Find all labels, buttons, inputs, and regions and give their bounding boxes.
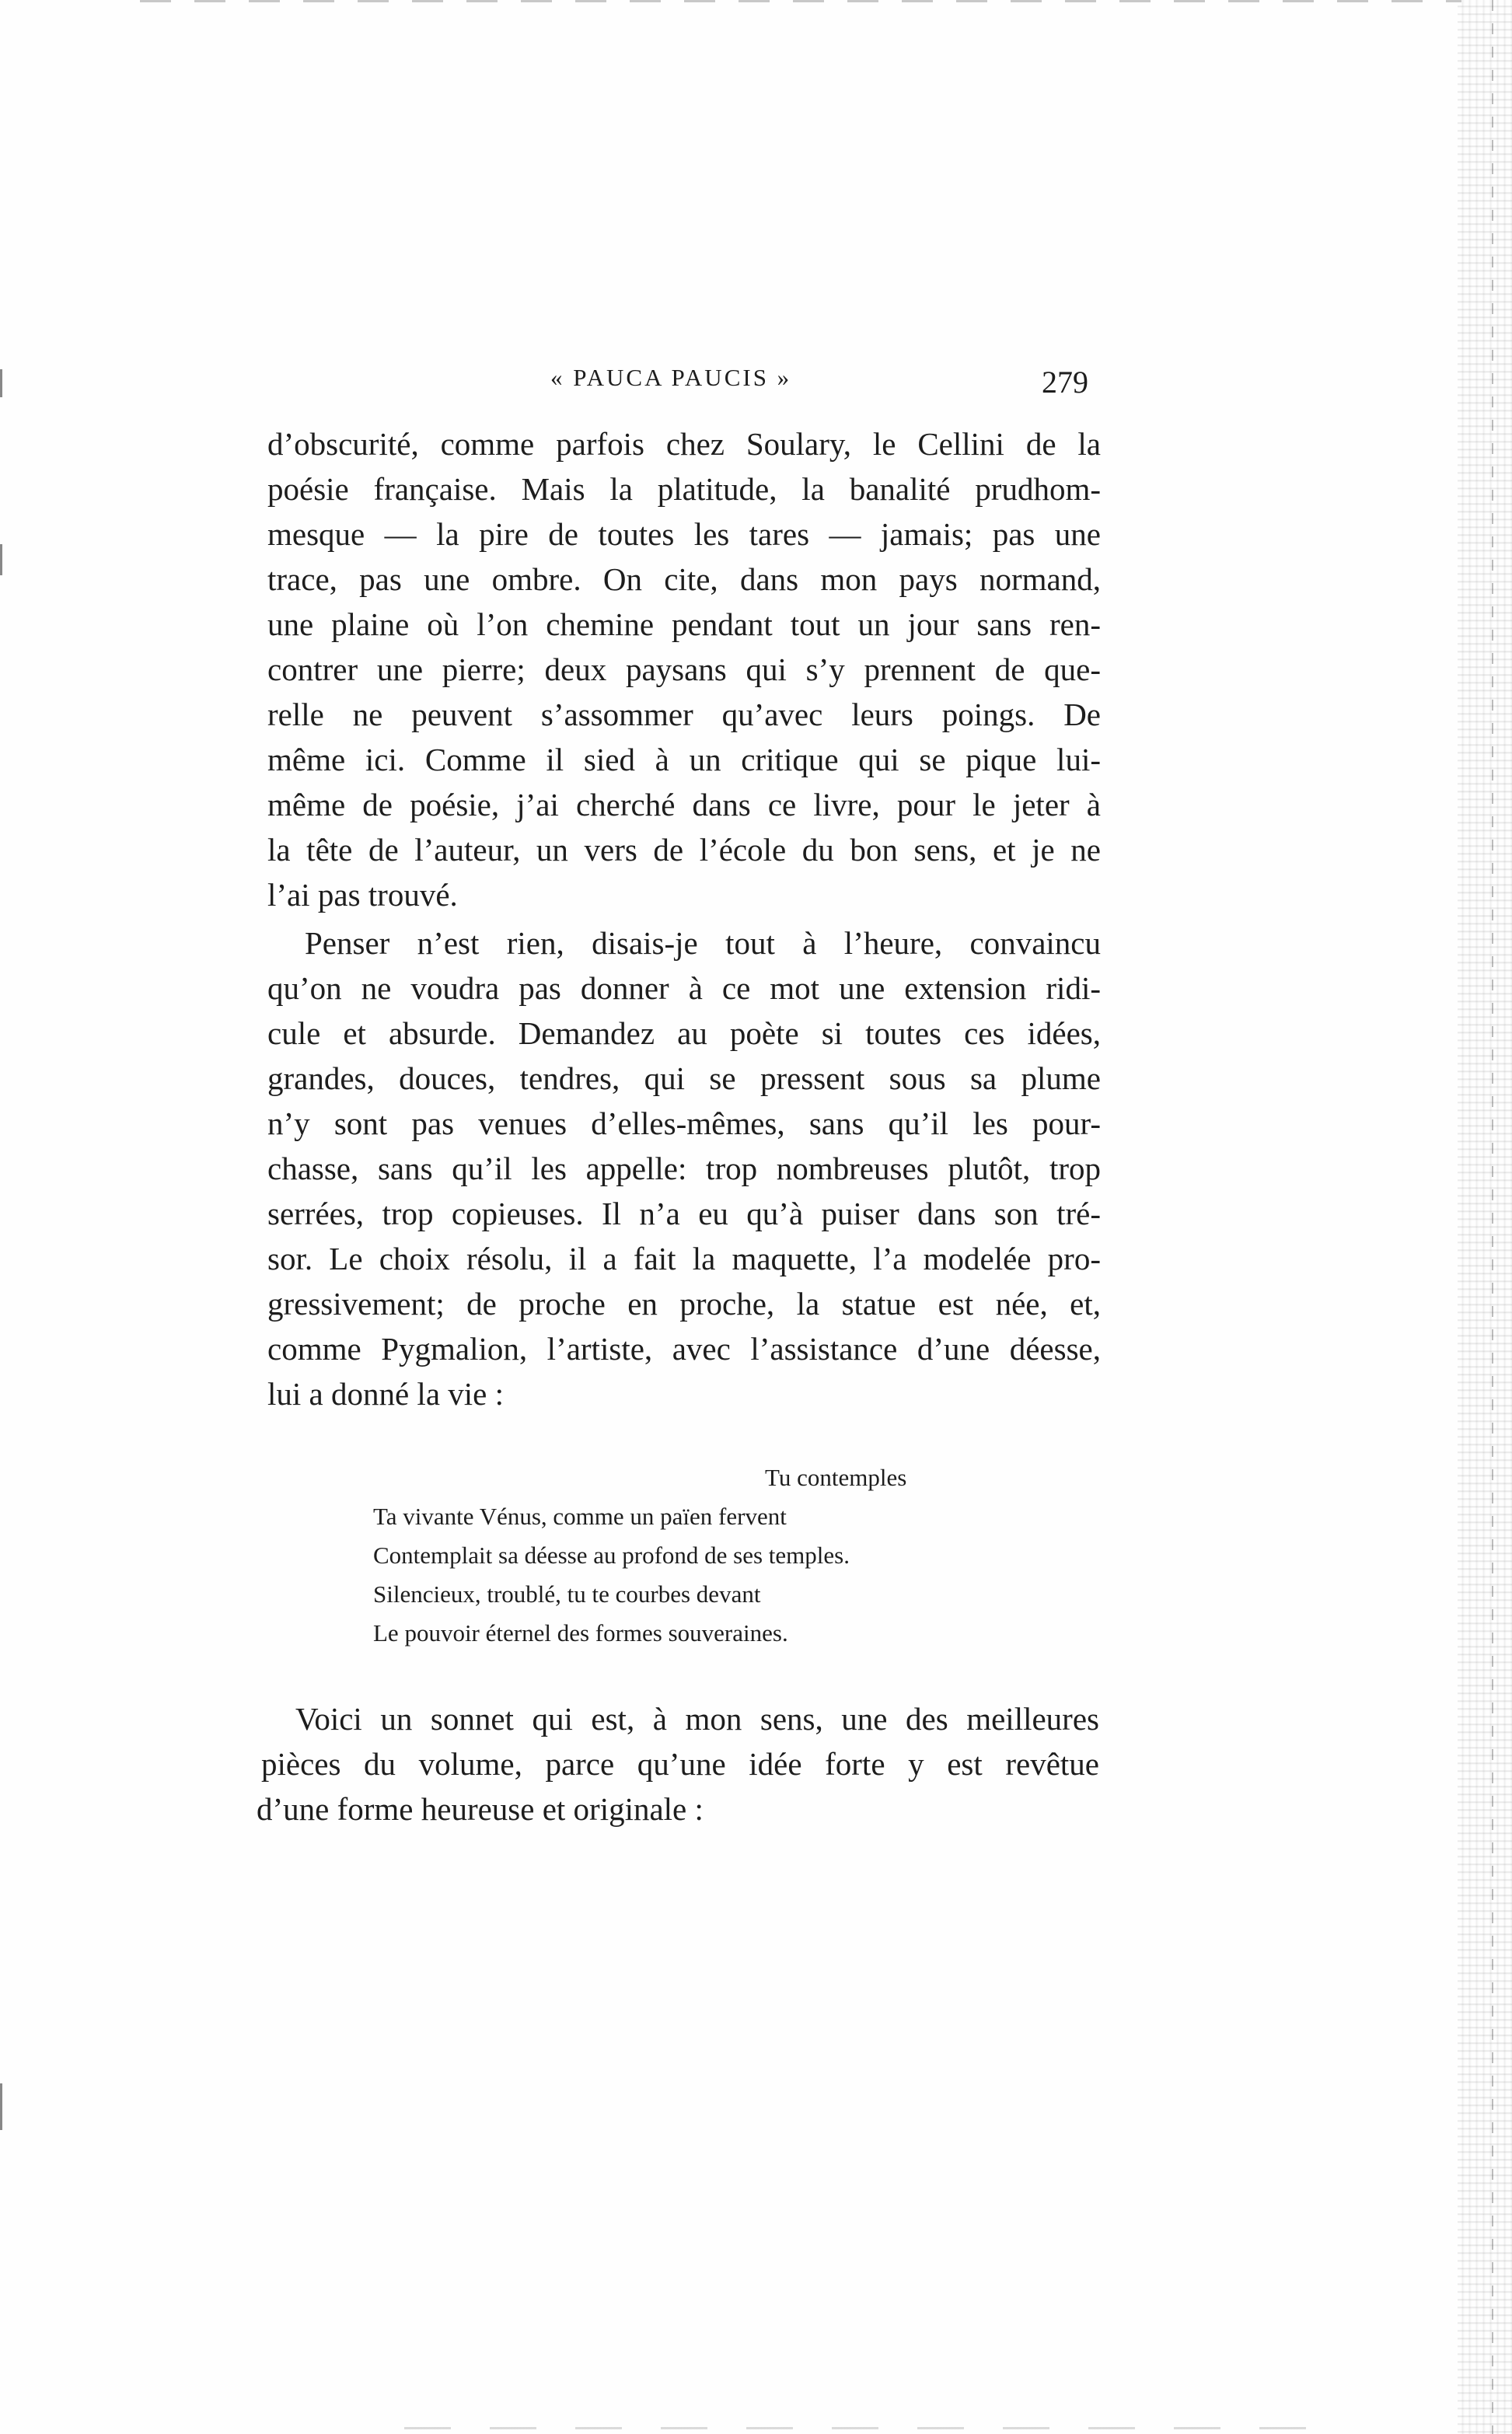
text-line: Voici un sonnet qui est, à mon sens, une des meilleures — [295, 1701, 1099, 1737]
text-line: contrer une pierre; deux paysans qui s’y prennent de que- — [267, 651, 1101, 687]
text-line: pièces du volume, parce qu’une idée forte y est revêtue — [261, 1746, 1099, 1782]
text-line: chasse, sans qu’il les appelle: trop nombreuses plutôt, trop — [267, 1151, 1101, 1186]
scan-top-edge — [140, 0, 1461, 2]
verse-line: Tu contemples — [765, 1464, 907, 1491]
text-line: d’obscurité, comme parfois chez Soulary, le Cellini de la — [267, 426, 1101, 462]
scan-left-mark — [0, 369, 2, 397]
page-number: 279 — [1042, 365, 1088, 400]
text-line: cule et absurde. Demandez au poète si toutes ces idées, — [267, 1015, 1101, 1051]
text-line: la tête de l’auteur, un vers de l’école du bon sens, et je ne — [267, 832, 1101, 868]
verse-line: Le pouvoir éternel des formes souveraines. — [373, 1619, 788, 1647]
verse-line: Contemplait sa déesse au profond de ses temples. — [373, 1542, 850, 1569]
scan-bottom-edge — [404, 2427, 1337, 2429]
verse-line: Silencieux, troublé, tu te courbes devant — [373, 1580, 761, 1608]
text-line: une plaine où l’on chemine pendant tout un jour sans ren- — [267, 606, 1101, 642]
text-line: lui a donné la vie : — [267, 1376, 504, 1412]
text-line: sor. Le choix résolu, il a fait la maquette, l’a modelée pro- — [267, 1241, 1101, 1276]
scan-left-mark — [0, 544, 2, 575]
text-line: même ici. Comme il sied à un critique qui se pique lui- — [267, 742, 1101, 777]
text-line: poésie française. Mais la platitude, la banalité prudhom- — [267, 471, 1101, 507]
text-line: d’une forme heureuse et originale : — [257, 1791, 704, 1827]
text-line: qu’on ne voudra pas donner à ce mot une extension ridi- — [267, 970, 1101, 1006]
scan-edge-line — [1492, 0, 1493, 2434]
scan-left-mark — [0, 2083, 2, 2130]
text-line: trace, pas une ombre. On cite, dans mon pays normand, — [267, 561, 1101, 597]
verse-line: Ta vivante Vénus, comme un païen fervent — [373, 1503, 787, 1530]
running-title: « PAUCA PAUCIS » — [550, 364, 792, 391]
text-line: comme Pygmalion, l’artiste, avec l’assistance d’une déesse, — [267, 1331, 1101, 1367]
text-line: l’ai pas trouvé. — [267, 877, 458, 913]
text-line: mesque — la pire de toutes les tares — jamais; pas une — [267, 516, 1101, 552]
text-line: gressivement; de proche en proche, la statue est née, et, — [267, 1286, 1101, 1322]
text-line: serrées, trop copieuses. Il n’a eu qu’à puiser dans son tré- — [267, 1196, 1101, 1231]
text-line: Penser n’est rien, disais-je tout à l’heure, convaincu — [305, 925, 1101, 961]
text-line: grandes, douces, tendres, qui se pressent sous sa plume — [267, 1060, 1101, 1096]
text-line: n’y sont pas venues d’elles-mêmes, sans qu’il les pour- — [267, 1105, 1101, 1141]
text-line: relle ne peuvent s’assommer qu’avec leurs poings. De — [267, 697, 1101, 732]
scan-edge-noise — [1458, 0, 1512, 2434]
text-line: même de poésie, j’ai cherché dans ce livre, pour le jeter à — [267, 787, 1101, 822]
